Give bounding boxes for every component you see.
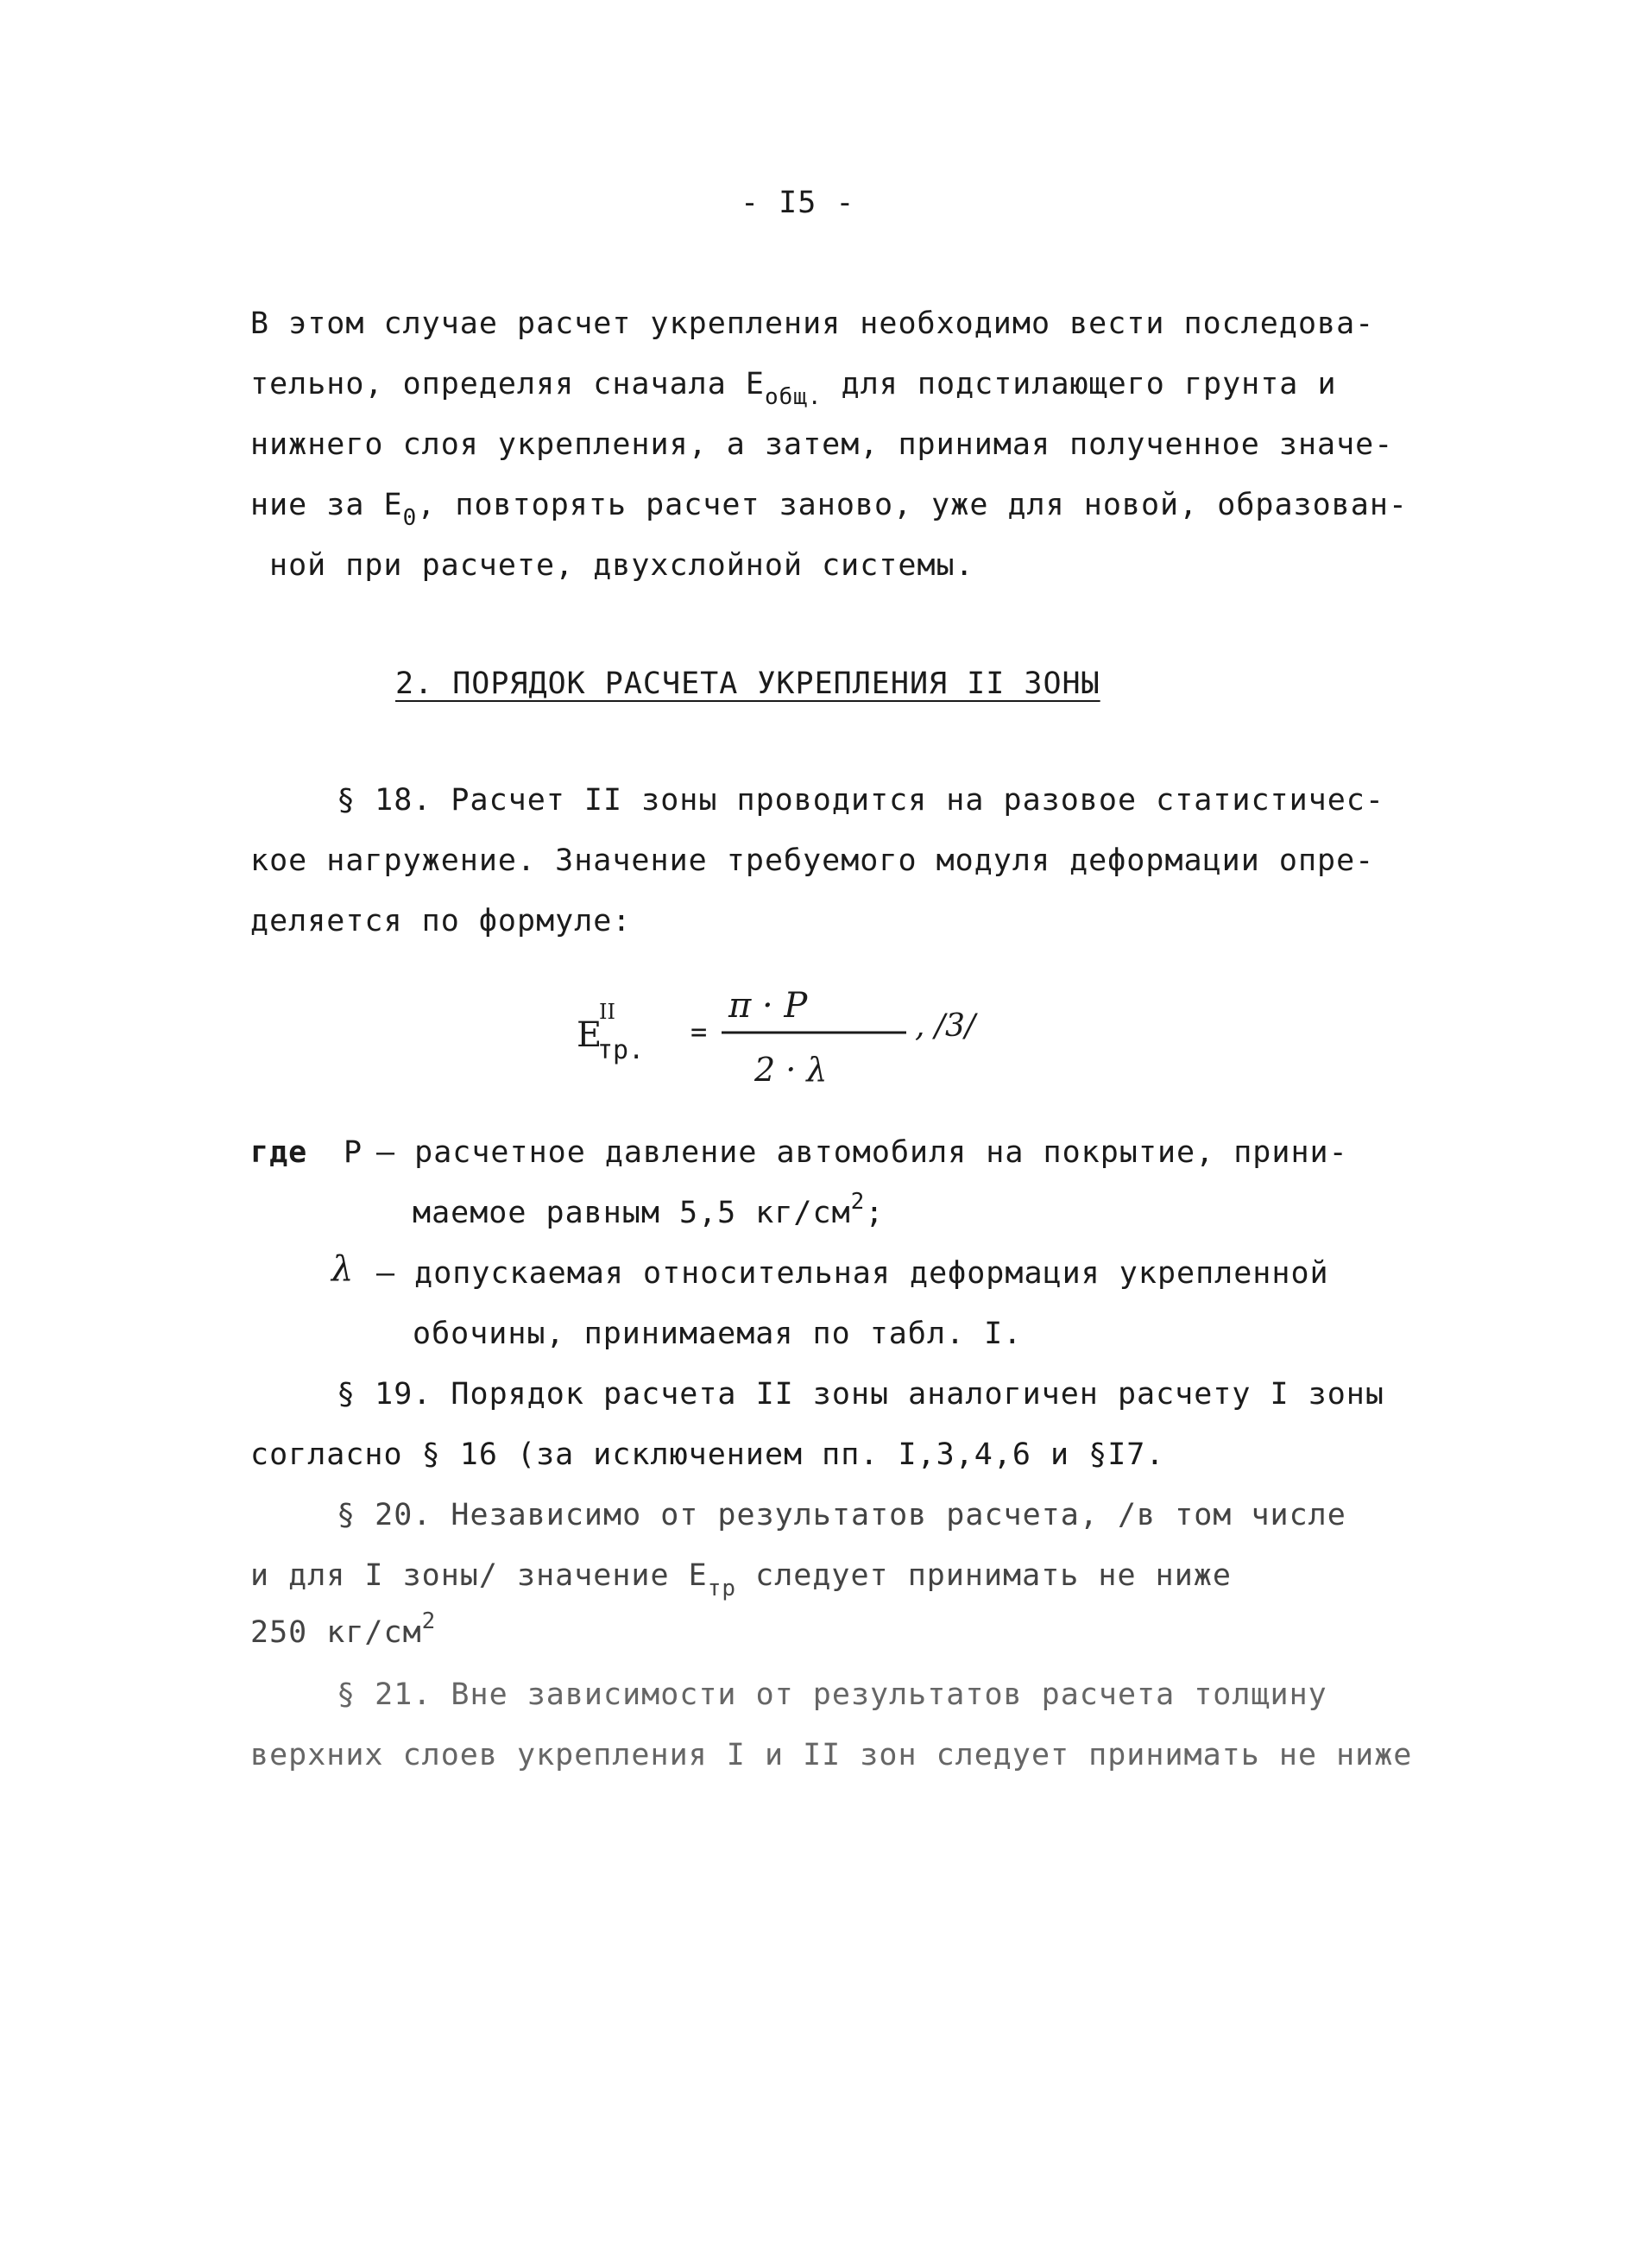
intro-line-4-text-a: ние за Е [250,488,403,522]
p19-line-2: согласно § 16 (за исключением пп. I,3,4,6 и §I7. [250,1437,1165,1472]
p18-line-2: кое нагружение. Значение требуемого модуля деформации опре- [250,843,1375,878]
intro-line-2-text-b: для подстилающего грунта и [822,367,1337,401]
p19-line-1: § 19. Порядок расчета II зоны аналогичен расчету I зоны [337,1377,1384,1412]
formula-number-label: , /3/ [915,1008,976,1044]
where-lambda-line-1: – допускаемая относительная деформация укрепленной [376,1256,1329,1291]
where-p-line-1: – расчетное давление автомобиля на покрытие, прини- [376,1135,1348,1170]
formula-denominator: 2 · λ [754,1051,828,1089]
intro-line-2-subscript: общ. [764,384,823,410]
p20-line-2 [250,1558,1232,1601]
where-lambda-symbol: λ [331,1249,355,1289]
p20-line-3-text-a: 250 кг/см [250,1615,422,1650]
where-p-symbol: Р [344,1135,363,1170]
formula-equals-sign: = [690,1015,708,1048]
intro-line-4-text-b: , повторять расчет заново, уже для новой, образован- [417,488,1408,522]
p20-line-2-subscript: тр [707,1576,737,1601]
formula-lhs-base: Е [577,1015,602,1055]
where-p-line-2-text-b: ; [865,1196,885,1230]
p20-line-1: § 20. Независимо от результатов расчета, /в том числе [337,1498,1346,1532]
p18-line-1: § 18. Расчет II зоны проводится на разовое статистичес- [337,783,1384,818]
p21-line-1: § 21. Вне зависимости от результатов расчета толщину [337,1677,1327,1712]
p18-line-3: деляется по формуле: [250,904,632,938]
p20-line-2-text-b: следует принимать не ниже [736,1558,1232,1593]
formula-lhs-superscript: II [599,1000,615,1024]
formula-lhs-subscript: тр. [597,1035,645,1065]
where-p-line-2-text-a: маемое равным 5,5 кг/см [413,1196,851,1230]
formula-numerator: π · P [728,986,808,1026]
intro-line-4-subscript: 0 [402,505,418,531]
where-word: где [250,1135,308,1170]
page-number: - I5 - [741,186,855,220]
p20-line-2-text-a: и для I зоны/ значение Е [250,1558,708,1593]
where-p-line-2 [413,1189,885,1230]
p20-line-3 [250,1608,437,1650]
intro-line-1: В этом случае расчет укрепления необходимо вести последова- [250,306,1375,341]
intro-line-3: нижнего слоя укрепления, а затем, принимая полученное значе- [250,427,1394,462]
where-lambda-line-2: обочины, принимаемая по табл. I. [413,1317,1023,1351]
intro-line-5: ной при расчете, двухслойной системы. [269,548,974,583]
p20-line-3-superscript: 2 [421,1608,437,1634]
where-p-line-2-superscript: 2 [850,1189,866,1215]
intro-line-2-text-a: тельно, определяя сначала Е [250,367,765,401]
section-heading: 2. ПОРЯДОК РАСЧЕТА УКРЕПЛЕНИЯ II ЗОНЫ [395,667,1100,701]
p21-line-2: верхних слоев укрепления I и II зон следует принимать не ниже [250,1738,1413,1772]
